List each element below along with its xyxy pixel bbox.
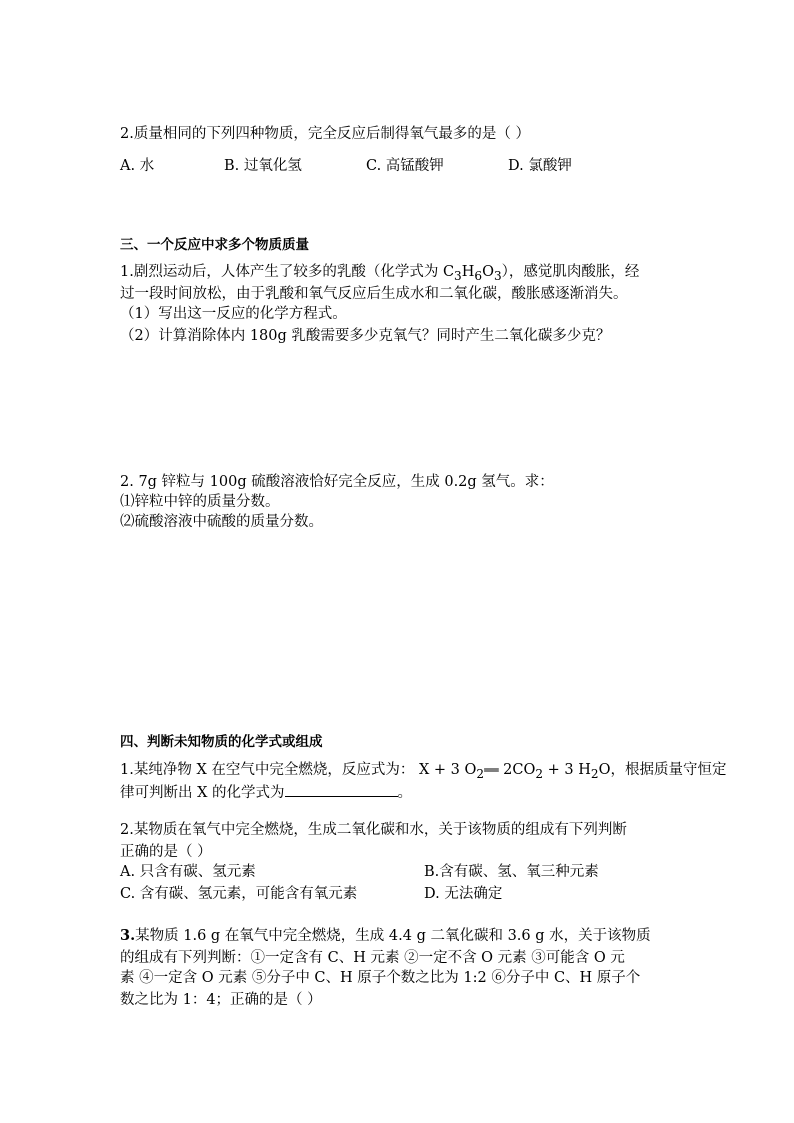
q4-1-line2: 律可判断出 X 的化学式为 。: [120, 782, 412, 803]
option-c: C. 高锰酸钾: [366, 158, 444, 174]
q3-1-line1: 1.剧烈运动后，人体产生了较多的乳酸（化学式为 $C_3H_6O_3$），感觉肌肉酸胀，经: [120, 264, 640, 283]
q4-2-line1: 2.某物质在氧气中完全燃烧，生成二氧化碳和水，关于该物质的组成有下列判断: [120, 822, 627, 838]
q4-3-line1: 3.某物质 1.6 g 在氧气中完全燃烧，生成 4.4 g 二氧化碳和 3.6 g 水，关于该物质: [120, 927, 651, 944]
q4-2-option-b: B.含有碳、氢、氧三种元素: [424, 864, 599, 880]
q3-2-line1: 2. 7g 锌粒与 100g 硫酸溶液恰好完全反应，生成 0.2g 氢气。求：: [120, 474, 554, 490]
q4-2-option-c: C. 含有碳、氢元素，可能含有氧元素: [120, 886, 358, 902]
q3-1-line3: （1）写出这一反应的化学方程式。: [120, 306, 347, 322]
q4-2-option-a: A. 只含有碳、氢元素: [120, 864, 256, 880]
q3-2-line2: ⑴锌粒中锌的质量分数。: [120, 494, 280, 510]
q3-1-line2: 过一段时间放松，由于乳酸和氧气反应后生成水和二氧化碳，酸胀感逐渐消失。: [120, 286, 628, 302]
q4-2-line2: 正确的是（ ）: [120, 844, 212, 860]
option-a: A. 水: [120, 158, 155, 174]
option-b: B. 过氧化氢: [224, 158, 302, 174]
q4-3-line4: 数之比为 1：4；正确的是（ ）: [120, 992, 322, 1008]
q4-1-line1: 1.某纯净物 X 在空气中完全燃烧，反应式为： X + 3 $O_2══$ $2CO_2 + 3$ $H_2O$，根据质量守恒定: [120, 762, 727, 781]
section-3-heading: 三、一个反应中求多个物质质量: [120, 237, 309, 253]
q4-3-line3: 素 ④一定含 O 元素 ⑤分子中 C、H 原子个数之比为 1:2 ⑥分子中 C、H 原子个: [120, 970, 641, 986]
q4-2-option-d: D. 无法确定: [424, 886, 503, 902]
question-2-oxygen: 2.质量相同的下列四种物质，完全反应后制得氧气最多的是（ ）: [120, 126, 530, 142]
answer-blank[interactable]: [285, 782, 398, 797]
q3-1-line4: （2）计算消除体内 180g 乳酸需要多少克氧气？同时产生二氧化碳多少克？: [120, 328, 611, 344]
q4-3-line2: 的组成有下列判断：①一定含有 C、H 元素 ②一定不含 O 元素 ③可能含 O 元: [120, 950, 625, 966]
section-4-heading: 四、判断未知物质的化学式或组成: [120, 734, 323, 750]
option-d: D. 氯酸钾: [508, 158, 572, 174]
q3-2-line3: ⑵硫酸溶液中硫酸的质量分数。: [120, 514, 323, 530]
